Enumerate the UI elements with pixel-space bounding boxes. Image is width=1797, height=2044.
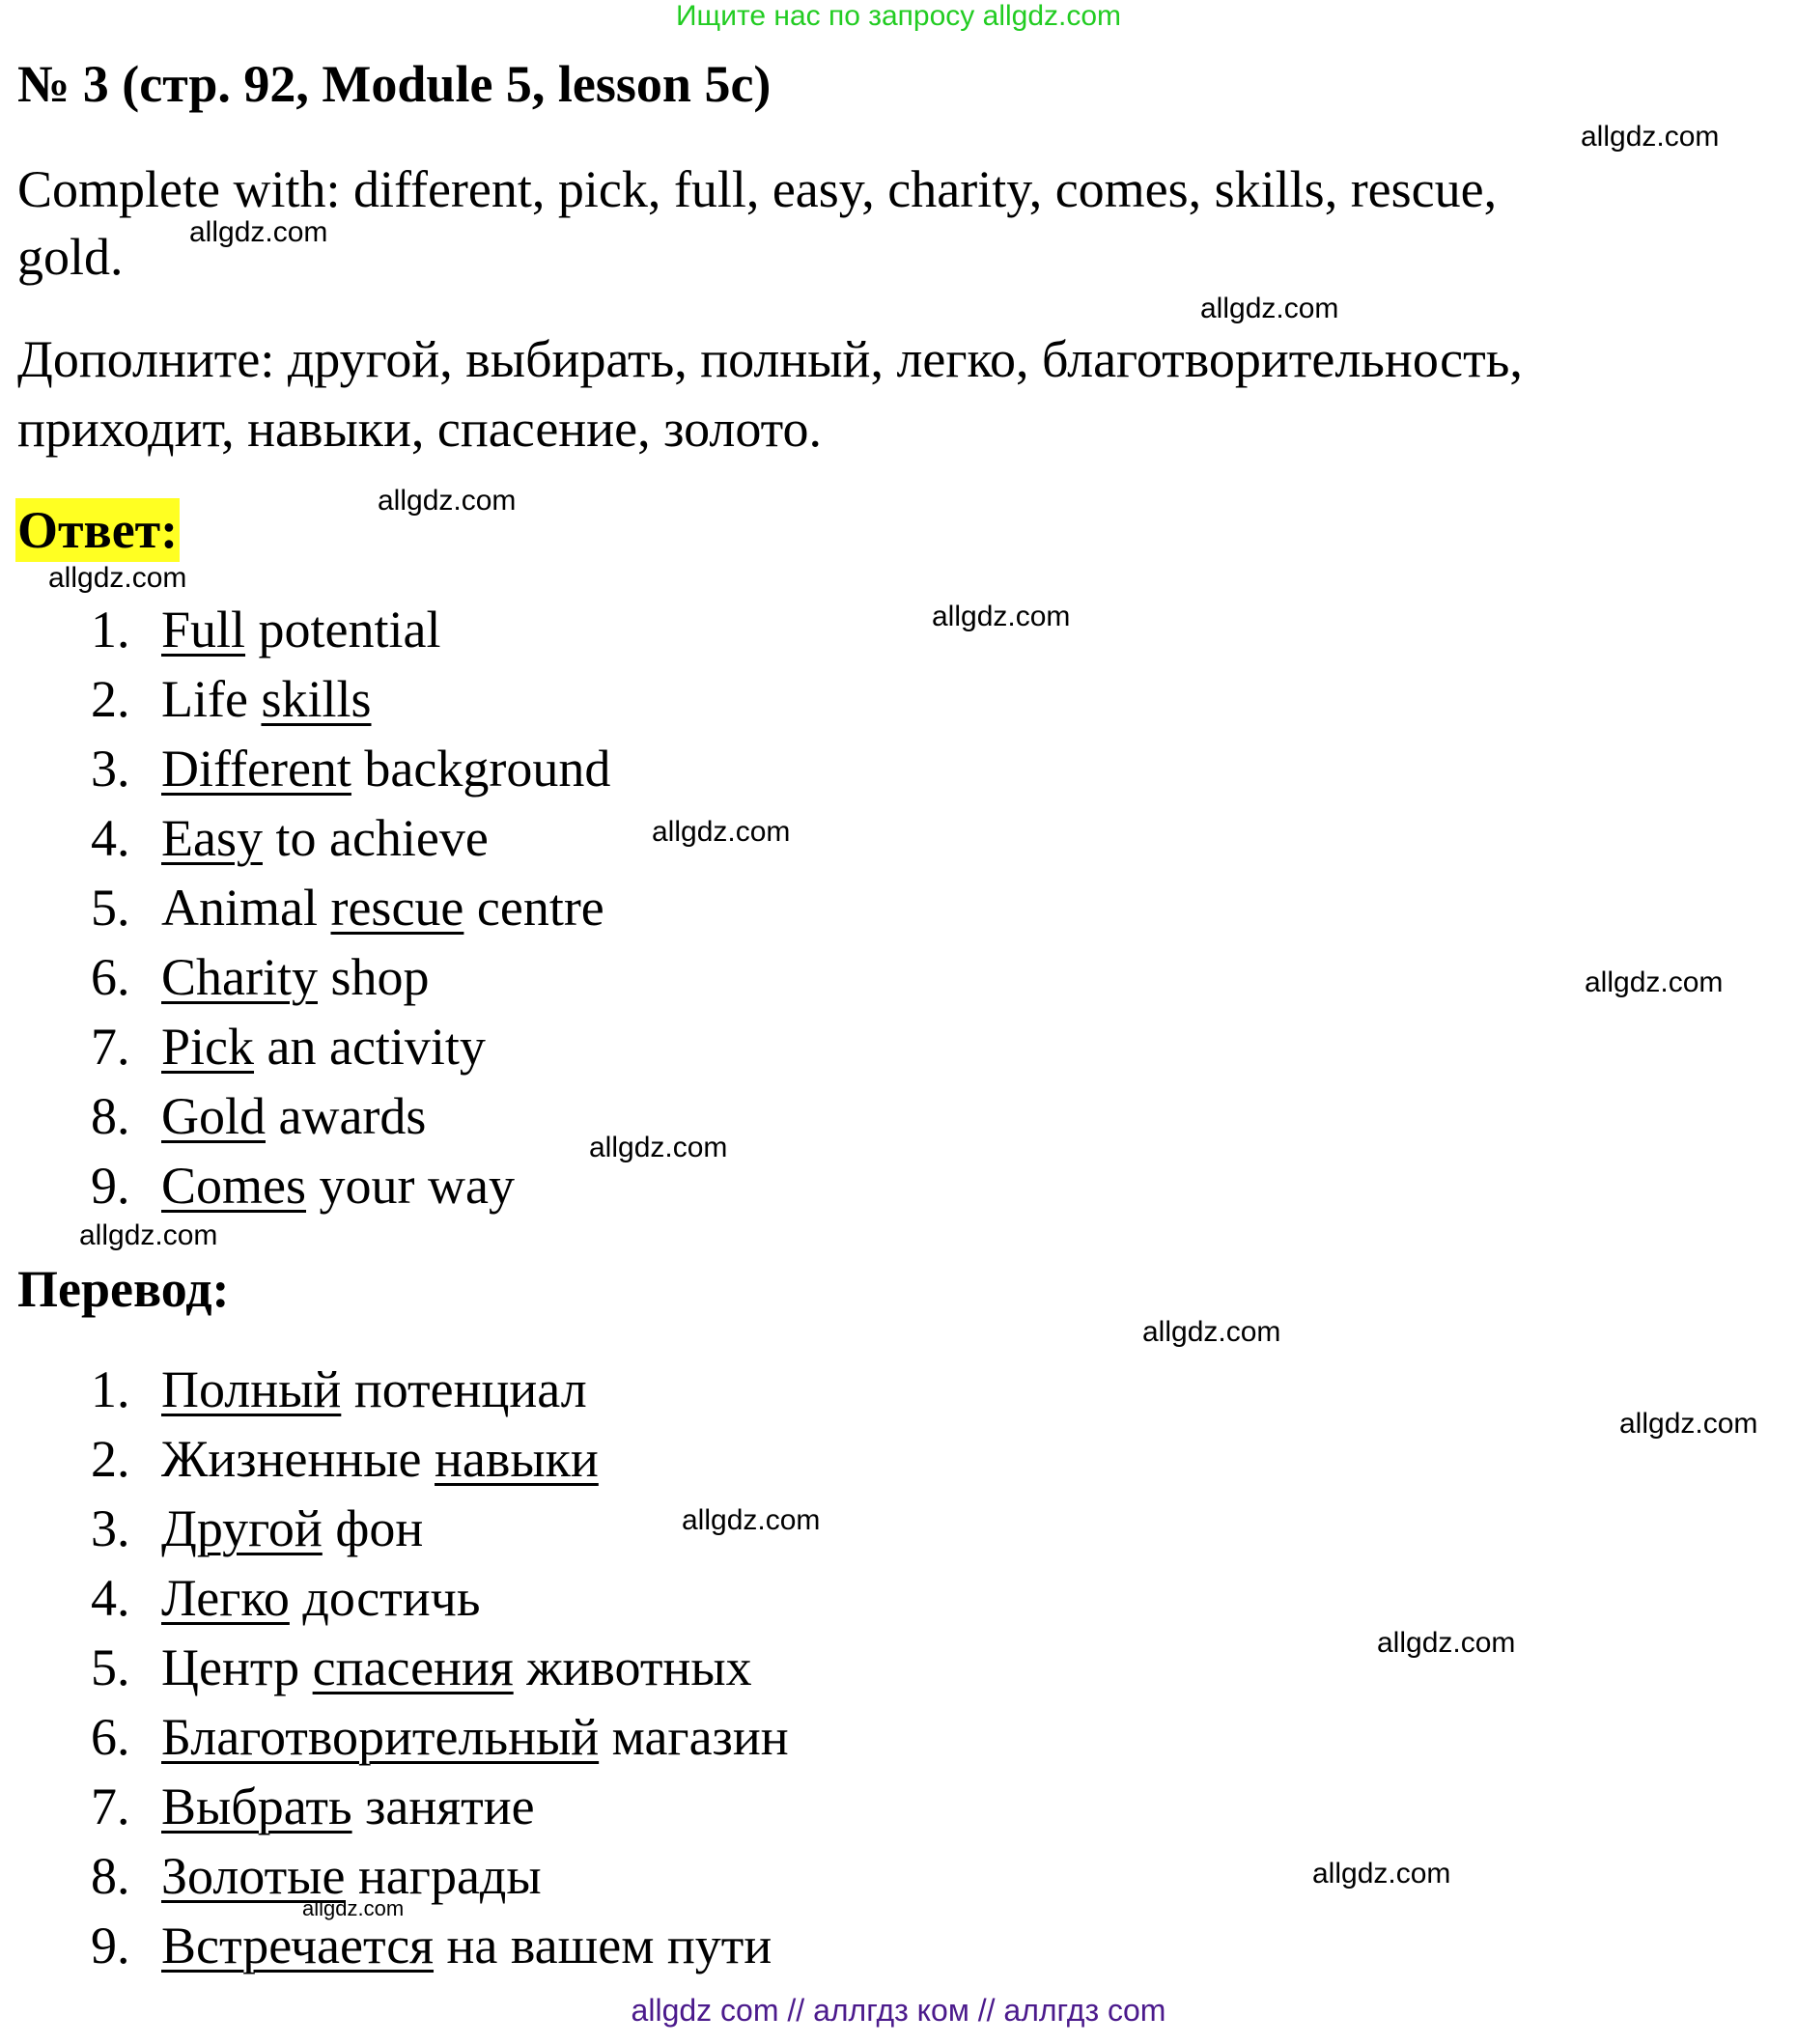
watermark: allgdz.com [1142,1316,1281,1348]
watermark: allgdz.com [302,1896,405,1920]
list-number: 3. [91,740,130,798]
list-number: 8. [91,1847,130,1905]
watermark: allgdz.com [1377,1627,1516,1659]
underlined-word: Встречается [161,1917,435,1974]
plain-text: магазин [599,1708,789,1766]
plain-text: potential [245,601,441,658]
underlined-word: Charity [161,948,318,1006]
task-ru-line-1: Дополните: другой, выбирать, полный, легко, благотворительность, [17,330,1523,388]
list-text [161,809,489,867]
watermark: allgdz.com [682,1504,821,1536]
underlined-word: Pick [161,1018,255,1076]
list-number: 9. [91,1157,130,1215]
plain-text: Life [161,670,262,728]
plain-text: your way [306,1157,515,1215]
plain-text: на вашем пути [434,1917,772,1974]
list-text [161,1087,427,1145]
plain-text: Центр [161,1638,313,1696]
list-text [161,740,611,798]
plain-text: to achieve [262,809,489,867]
task-en-line-2: gold. [17,228,124,286]
list-text [161,1499,424,1557]
list-text [161,1919,772,1972]
list-number: 1. [91,601,130,658]
list-number: 6. [91,948,130,1006]
underlined-word: Благотворительный [161,1708,600,1766]
watermark: allgdz.com [589,1132,728,1163]
underlined-word: Другой [161,1499,323,1557]
list-text [161,1780,535,1833]
underlined-word: Different [161,740,351,798]
underlined-word: Легко [161,1569,290,1627]
list-number: 2. [91,1430,130,1488]
watermark: allgdz.com [1312,1858,1451,1890]
underlined-word: Выбрать [161,1778,352,1835]
list-number: 8. [91,1087,130,1145]
plain-text: Жизненные [161,1430,435,1488]
search-banner: Ищите нас по запросу allgdz.com [675,0,1122,32]
underlined-word: Easy [161,809,263,867]
list-number: 7. [91,1778,130,1835]
underlined-word: skills [261,670,372,728]
underlined-word: навыки [435,1430,599,1488]
list-number: 7. [91,1018,130,1076]
watermark: allgdz.com [652,816,791,848]
list-number: 4. [91,1569,130,1627]
list-number: 4. [91,809,130,867]
plain-text: shop [317,948,430,1006]
plain-text: достичь [289,1569,481,1627]
underlined-word: rescue [330,879,464,937]
list-text [161,1018,486,1076]
plain-text: background [351,740,611,798]
list-text [161,1430,599,1488]
list-text [161,1708,789,1766]
plain-text: an activity [254,1018,486,1076]
list-text [161,1569,481,1627]
list-text [161,1360,587,1418]
underlined-word: спасения [312,1638,514,1696]
watermark: allgdz.com [1585,966,1724,998]
watermark: allgdz.com [189,216,328,248]
list-text [161,879,604,937]
page-title: № 3 (стр. 92, Module 5, lesson 5c) [17,55,772,113]
plain-text: награды [345,1847,542,1905]
list-text [161,948,430,1006]
plain-text: занятие [351,1778,535,1835]
list-text [161,1847,542,1905]
list-number: 9. [91,1917,130,1974]
underlined-word: Gold [161,1087,266,1145]
underlined-word: Full [161,601,246,658]
list-number: 2. [91,670,130,728]
answer-heading: Ответ: [15,498,180,562]
watermark: allgdz.com [1200,293,1339,324]
underlined-word: Золотые [161,1847,346,1905]
list-number: 5. [91,1638,130,1696]
watermark: allgdz.com [1619,1408,1758,1440]
watermark: allgdz.com [79,1219,218,1251]
watermark: allgdz.com [932,601,1071,632]
plain-text: животных [513,1638,752,1696]
plain-text: потенциал [341,1360,587,1418]
plain-text: фон [322,1499,424,1557]
list-number: 1. [91,1360,130,1418]
watermark: allgdz.com [378,485,517,517]
plain-text: awards [266,1087,427,1145]
task-en-line-1: Complete with: different, pick, full, easy, charity, comes, skills, rescue, [17,160,1498,218]
underlined-word: Comes [161,1157,307,1215]
list-text [161,1638,752,1696]
footer-watermark: allgdz com // аллгдз ком // аллгдз com [631,1993,1166,2028]
list-text [161,670,372,728]
plain-text: Animal [161,879,331,937]
list-text [161,603,441,656]
list-number: 5. [91,879,130,937]
underlined-word: Полный [161,1360,342,1418]
translation-heading: Перевод: [17,1260,230,1318]
list-number: 3. [91,1499,130,1557]
list-number: 6. [91,1708,130,1766]
watermark: allgdz.com [1581,121,1720,153]
watermark: allgdz.com [48,562,187,594]
plain-text: centre [463,879,604,937]
task-ru-line-2: приходит, навыки, спасение, золото. [17,400,822,458]
list-text [161,1157,515,1215]
